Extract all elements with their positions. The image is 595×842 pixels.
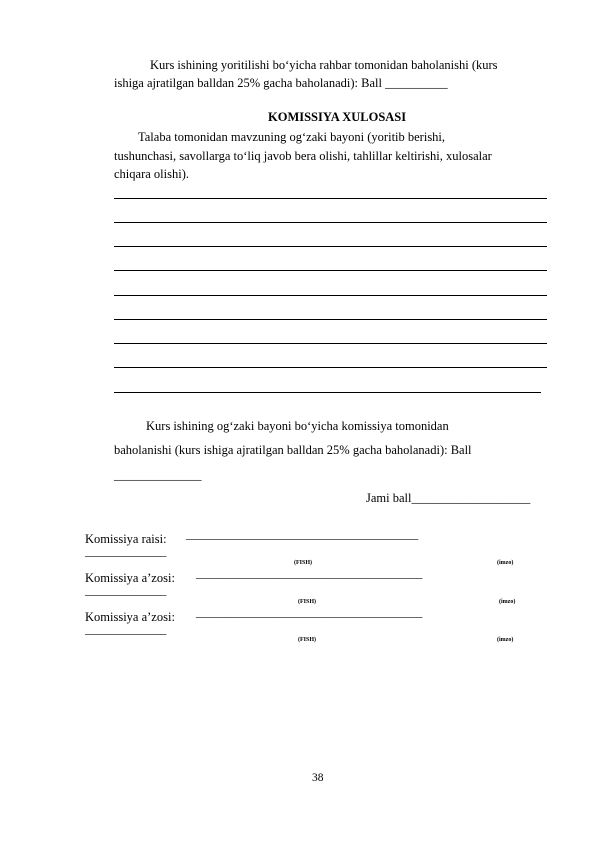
signature-line-fish[interactable]: ________________________________________ — [186, 527, 419, 541]
writing-line[interactable] — [114, 367, 547, 368]
komissiya-ball-line-2: baholanishi (kurs ishiga ajratilgan balldan 25% gacha baholanadi): Ball — [114, 443, 472, 457]
komissiya-ball-line-1: Kurs ishining og‘zaki bayoni bo‘yicha komissiya tomonidan — [146, 419, 449, 433]
intro-line-1: Kurs ishining yoritilishi bo‘yicha rahbar tomonidan baholanishi (kurs — [150, 58, 498, 72]
imzo-caption: (imzo) — [499, 599, 516, 605]
signature-line-fish[interactable]: _______________________________________ — [196, 566, 423, 580]
imzo-caption: (imzo) — [497, 560, 514, 566]
writing-line[interactable] — [114, 392, 541, 393]
fish-caption: (FISH) — [294, 560, 312, 566]
komissiya-ball-blank[interactable]: ______________ — [114, 468, 202, 482]
writing-line[interactable] — [114, 222, 547, 223]
signature-role-azo: Komissiya a’zosi: — [85, 610, 175, 624]
signature-role-azo: Komissiya a’zosi: — [85, 571, 175, 585]
page-title: KOMISSIYA XULOSASI — [268, 110, 407, 124]
signature-line-imzo[interactable]: ______________ — [85, 544, 167, 558]
signature-line-fish[interactable]: _______________________________________ — [196, 605, 423, 619]
talaba-line-1: Talaba tomonidan mavzuning og‘zaki bayoni (yoritib berishi, — [138, 130, 446, 144]
signature-line-imzo[interactable]: ______________ — [85, 583, 167, 597]
fish-caption: (FISH) — [298, 637, 316, 643]
intro-line-2: ishiga ajratilgan balldan 25% gacha baholanadi): Ball __________ — [114, 76, 448, 90]
writing-line[interactable] — [114, 319, 547, 320]
writing-line[interactable] — [114, 198, 547, 199]
talaba-line-2: tushunchasi, savollarga to‘liq javob bera olishi, tahlillar keltirishi, xulosalar — [114, 149, 492, 163]
writing-line[interactable] — [114, 270, 547, 271]
talaba-line-3: chiqara olishi). — [114, 167, 189, 181]
writing-line[interactable] — [114, 246, 547, 247]
signature-role-raisi: Komissiya raisi: — [85, 532, 167, 546]
signature-line-imzo[interactable]: ______________ — [85, 622, 167, 636]
jami-ball[interactable]: Jami ball___________________ — [366, 491, 531, 505]
fish-caption: (FISH) — [298, 599, 316, 605]
writing-line[interactable] — [114, 343, 547, 344]
writing-line[interactable] — [114, 295, 547, 296]
page-number: 38 — [312, 772, 324, 784]
imzo-caption: (imzo) — [497, 637, 514, 643]
